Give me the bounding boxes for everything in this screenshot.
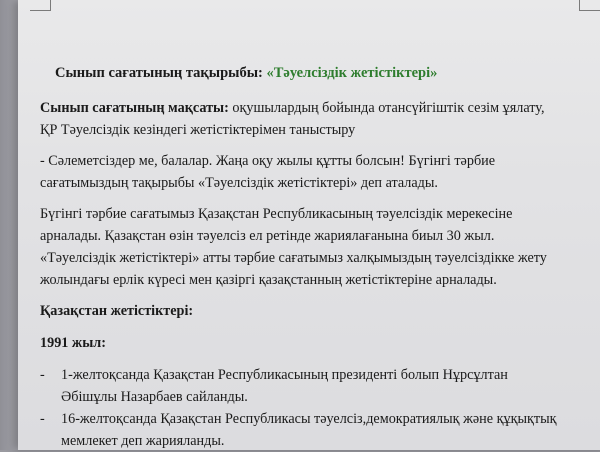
intro-paragraph: Бүгінгі тәрбие сағатымыз Қазақстан Республикасының тәуелсіздік мерекесіне арналады. Қазақстан өзін тәуелсіз ел ретінде жариялағанына биыл 30 жыл. «Тәуелсіздік жетістіктері» атты тәрбие сағатымыз халқымыздың тәуелсіздікке жету жолындағы ерлік күресі мен қазіргі қазақстанның жетістіктеріне арналады. <box>40 206 547 288</box>
margin-mark-left <box>30 0 51 11</box>
events-list <box>40 364 560 452</box>
event-text: 1-желтоқсанда Қазақстан Республикасының президенті болып Нұрсұлтан Әбішұлы Назарбаев сайланды. <box>61 367 508 405</box>
margin-mark-right <box>579 0 600 11</box>
list-dash: - <box>40 367 45 383</box>
list-dash: - <box>40 411 45 427</box>
greeting-paragraph: - Сәлеметсіздер ме, балалар. Жаңа оқу жылы құтты болсын! Бүгінгі тәрбие сағатымыздың тақырыбы «Тәуелсіздік жетістіктері» деп аталады. <box>40 153 496 191</box>
title-label: Сынып сағатының тақырыбы: <box>55 65 263 81</box>
title-value: «Тәуелсіздік жетістіктері» <box>266 65 438 81</box>
class-hour-title <box>55 62 560 84</box>
goal-label: Сынып сағатының мақсаты: <box>40 100 229 116</box>
list-item <box>40 364 560 408</box>
document-page <box>18 0 600 450</box>
goal-text: оқушылардың бойында отансүйгіштік сезім ұялату, ҚР Тәуелсіздік кезіндегі жетістіктерімен таныстыру <box>40 100 545 138</box>
event-text: 16-желтоқсанда Қазақстан Республикасы тәуелсіз,демократиялық және құқықтық мемлекет деп жарияланды. <box>61 411 557 449</box>
document-body <box>40 62 560 452</box>
goal-paragraph <box>40 97 560 141</box>
list-item <box>40 408 560 452</box>
achievements-heading: Қазақстан жетістіктері: <box>40 303 194 319</box>
page-corner-marks <box>30 0 600 12</box>
year-heading: 1991 жыл: <box>40 335 106 351</box>
